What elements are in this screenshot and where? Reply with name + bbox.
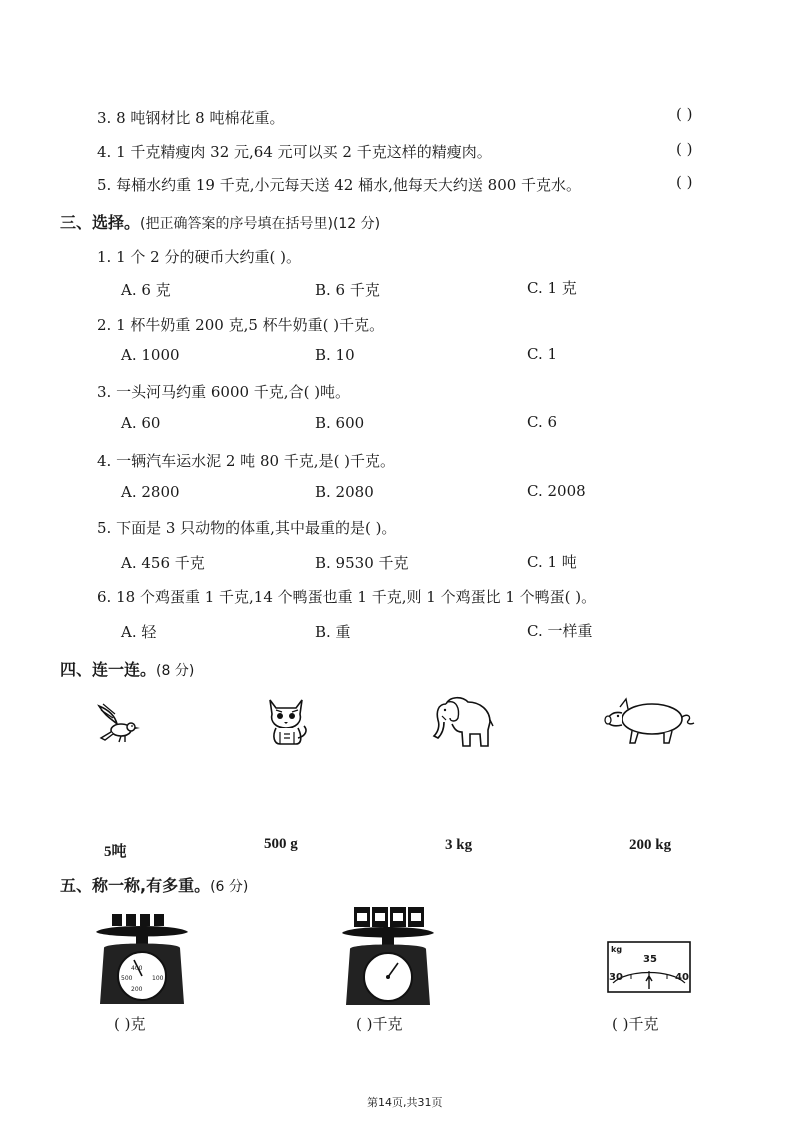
question-text: 下面是 3 只动物的体重,其中最重的是( )。 <box>116 519 397 537</box>
question-text: 18 个鸡蛋重 1 千克,14 个鸭蛋也重 1 千克,则 1 个鸡蛋比 1 个鸭蛋( )。 <box>116 588 597 606</box>
question-number: 6. <box>97 588 112 606</box>
option-b[interactable]: B. 9530 千克 <box>315 554 409 572</box>
elephant-icon[interactable] <box>428 690 494 750</box>
answer-paren[interactable]: ( ) <box>676 140 693 158</box>
option-c[interactable]: C. 一样重 <box>527 622 593 640</box>
section-title: 三、选择。 <box>60 213 141 232</box>
section-5-heading <box>60 873 248 896</box>
judge-item-4 <box>97 141 492 162</box>
option-c[interactable]: C. 1 克 <box>527 279 577 297</box>
judge-item-3 <box>97 107 285 128</box>
question-text: 一头河马约重 6000 千克,合( )吨。 <box>116 383 351 401</box>
answer-blank[interactable]: ( )千克 <box>356 1015 403 1033</box>
option-a[interactable]: A. 456 千克 <box>121 554 205 572</box>
weight-label[interactable]: 5吨 <box>104 844 127 860</box>
question-number: 3. <box>97 383 112 401</box>
item-text: 每桶水约重 19 千克,小元每天送 42 桶水,他每天大约送 800 千克水。 <box>116 176 582 194</box>
tick-label: 30 <box>609 972 623 983</box>
tick-label: 35 <box>643 954 657 965</box>
option-b[interactable]: B. 2080 <box>315 483 374 501</box>
tick-label: 40 <box>675 972 689 983</box>
section-note: (把正确答案的序号填在括号里)(12 分) <box>140 216 381 232</box>
judge-item-5 <box>97 174 581 195</box>
weight-label[interactable]: 3 kg <box>445 837 473 853</box>
choice-question-2 <box>97 314 384 335</box>
page-number: 第14页,共31页 <box>367 1096 443 1109</box>
dial-label: 100 <box>152 975 164 982</box>
choice-question-4 <box>97 450 395 471</box>
kitchen-scale-2 <box>340 905 436 1010</box>
choice-question-3 <box>97 381 350 402</box>
bird-icon[interactable] <box>95 700 143 748</box>
weight-label[interactable]: 500 g <box>264 836 298 852</box>
item-text: 1 千克精瘦肉 32 元,64 元可以买 2 千克这样的精瘦肉。 <box>116 143 492 161</box>
option-b[interactable]: B. 600 <box>315 414 365 432</box>
question-number: 1. <box>97 248 112 266</box>
answer-paren[interactable]: ( ) <box>676 105 693 123</box>
option-b[interactable]: B. 重 <box>315 623 351 641</box>
option-c[interactable]: C. 1 吨 <box>527 553 577 571</box>
weight-label[interactable]: 200 kg <box>629 837 672 853</box>
section-title: 五、称一称,有多重。 <box>60 876 211 895</box>
choice-question-6 <box>97 586 596 607</box>
cat-icon[interactable] <box>262 692 312 748</box>
question-number: 5. <box>97 519 112 537</box>
option-c[interactable]: C. 6 <box>527 413 558 431</box>
dial-label: 400 <box>131 965 143 972</box>
pig-icon[interactable] <box>602 695 696 747</box>
choice-question-5 <box>97 517 396 538</box>
section-note: (6 分) <box>210 879 249 895</box>
question-text: 1 杯牛奶重 200 克,5 杯牛奶重( )千克。 <box>116 316 385 334</box>
section-3-heading <box>60 210 380 233</box>
section-note: (8 分) <box>156 663 195 679</box>
choice-question-1 <box>97 246 301 267</box>
answer-blank[interactable]: ( )克 <box>114 1015 146 1033</box>
question-number: 2. <box>97 316 112 334</box>
item-text: 8 吨钢材比 8 吨棉花重。 <box>116 109 285 127</box>
section-title: 四、连一连。 <box>60 660 157 679</box>
option-b[interactable]: B. 6 千克 <box>315 281 380 299</box>
option-c[interactable]: C. 1 <box>527 345 558 363</box>
unit-label: kg <box>611 945 623 954</box>
item-number: 3. <box>97 109 112 127</box>
question-text: 1 个 2 分的硬币大约重( )。 <box>116 248 301 266</box>
answer-blank[interactable]: ( )千克 <box>612 1015 659 1033</box>
dial-label: 500 <box>121 975 133 982</box>
option-a[interactable]: A. 6 克 <box>121 281 171 299</box>
item-number: 5. <box>97 176 112 194</box>
option-c[interactable]: C. 2008 <box>527 482 586 500</box>
option-a[interactable]: A. 1000 <box>121 346 180 364</box>
item-number: 4. <box>97 143 112 161</box>
section-4-heading <box>60 657 194 680</box>
dial-label: 200 <box>131 986 143 993</box>
option-a[interactable]: A. 轻 <box>121 623 157 641</box>
kitchen-scale-1 <box>94 912 190 1010</box>
answer-paren[interactable]: ( ) <box>676 173 693 191</box>
question-number: 4. <box>97 452 112 470</box>
option-a[interactable]: A. 2800 <box>121 483 180 501</box>
option-b[interactable]: B. 10 <box>315 346 355 364</box>
option-a[interactable]: A. 60 <box>121 414 161 432</box>
question-text: 一辆汽车运水泥 2 吨 80 千克,是( )千克。 <box>116 452 396 470</box>
